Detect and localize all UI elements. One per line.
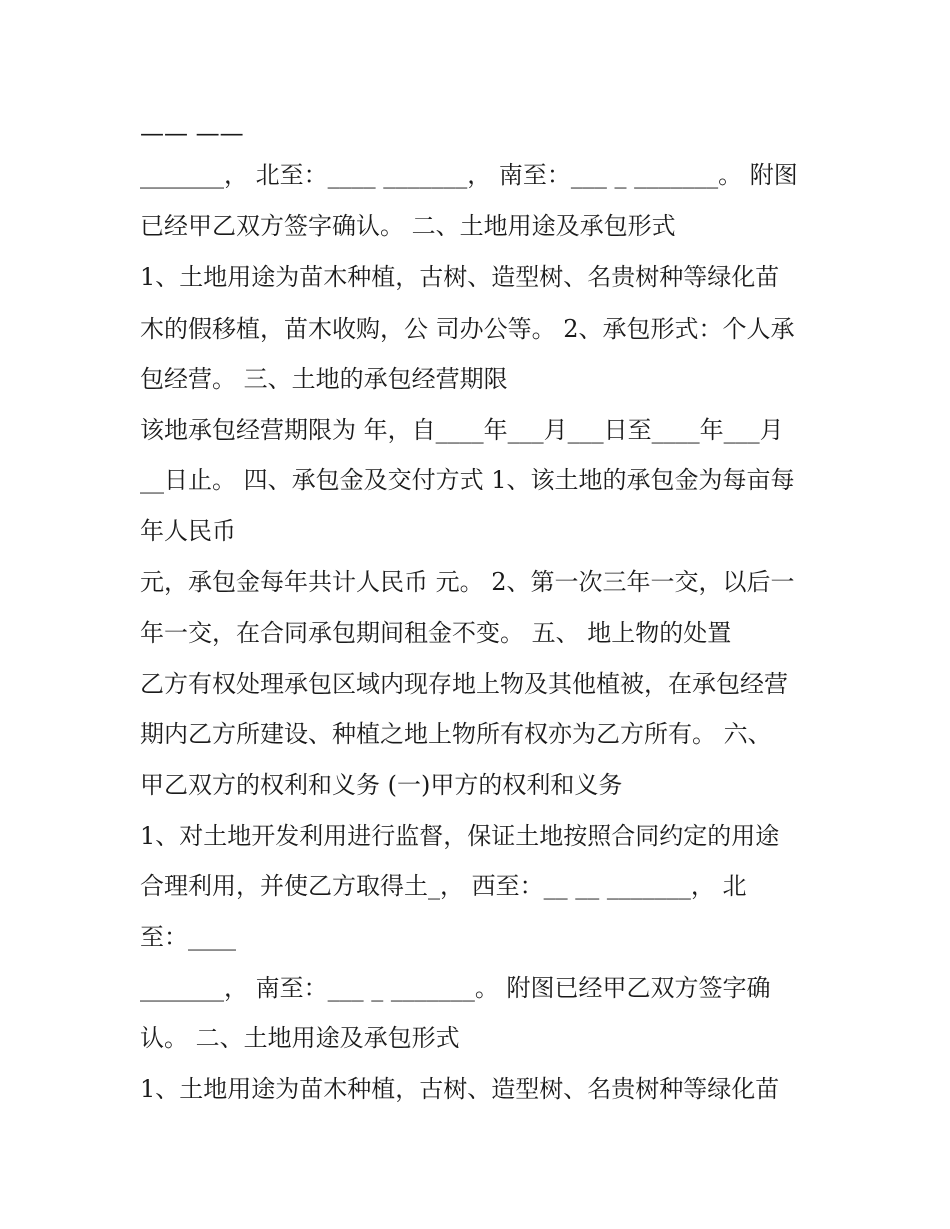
text-line: 甲乙双方的权利和义务 (一)甲方的权利和义务 — [140, 771, 623, 799]
text-line: 合理利用，并使乙方取得土_， 西至：__ __ _______， 北 — [140, 872, 747, 900]
text-line: 该地承包经营期限为 年，自____年___月___日至____年___月 — [140, 416, 784, 444]
text-line: 1、土地用途为苗木种植，古树、造型树、名贵树种等绿化苗 — [140, 1075, 780, 1103]
text-line: 元，承包金每年共计人民币 元。 2、第一次三年一交，以后一 — [140, 568, 795, 596]
text-line: 已经甲乙双方签字确认。 二、土地用途及承包形式 — [140, 212, 676, 240]
text-line: —— —— — [140, 119, 244, 147]
text-line: 乙方有权处理承包区域内现存地上物及其他植被，在承包经营 — [140, 670, 788, 698]
text-line: 期内乙方所建设、种植之地上物所有权亦为乙方所有。 六、 — [140, 720, 772, 748]
text-line: 1、土地用途为苗木种植，古树、造型树、名贵树种等绿化苗 — [140, 263, 780, 291]
text-line: 1、对土地开发利用进行监督，保证土地按照合同约定的用途 — [140, 822, 780, 850]
text-line: __日止。 四、承包金及交付方式 1、该土地的承包金为每亩每 — [140, 466, 795, 494]
text-line: 木的假移植，苗木收购，公 司办公等。 2、承包形式：个人承 — [140, 315, 795, 343]
text-line: 至：____ — [140, 923, 236, 951]
text-line: 年一交，在合同承包期间租金不变。 五、 地上物的处置 — [140, 619, 732, 647]
text-line: 年人民币 — [140, 517, 236, 545]
text-line: _______， 北至：____ _______， 南至：___ _ _______。 附图 — [140, 161, 798, 189]
text-line: _______， 南至：___ _ _______。 附图已经甲乙双方签字确 — [140, 974, 771, 1002]
text-line: 包经营。 三、土地的承包经营期限 — [140, 365, 508, 393]
text-line: 认。 二、土地用途及承包形式 — [140, 1024, 460, 1052]
